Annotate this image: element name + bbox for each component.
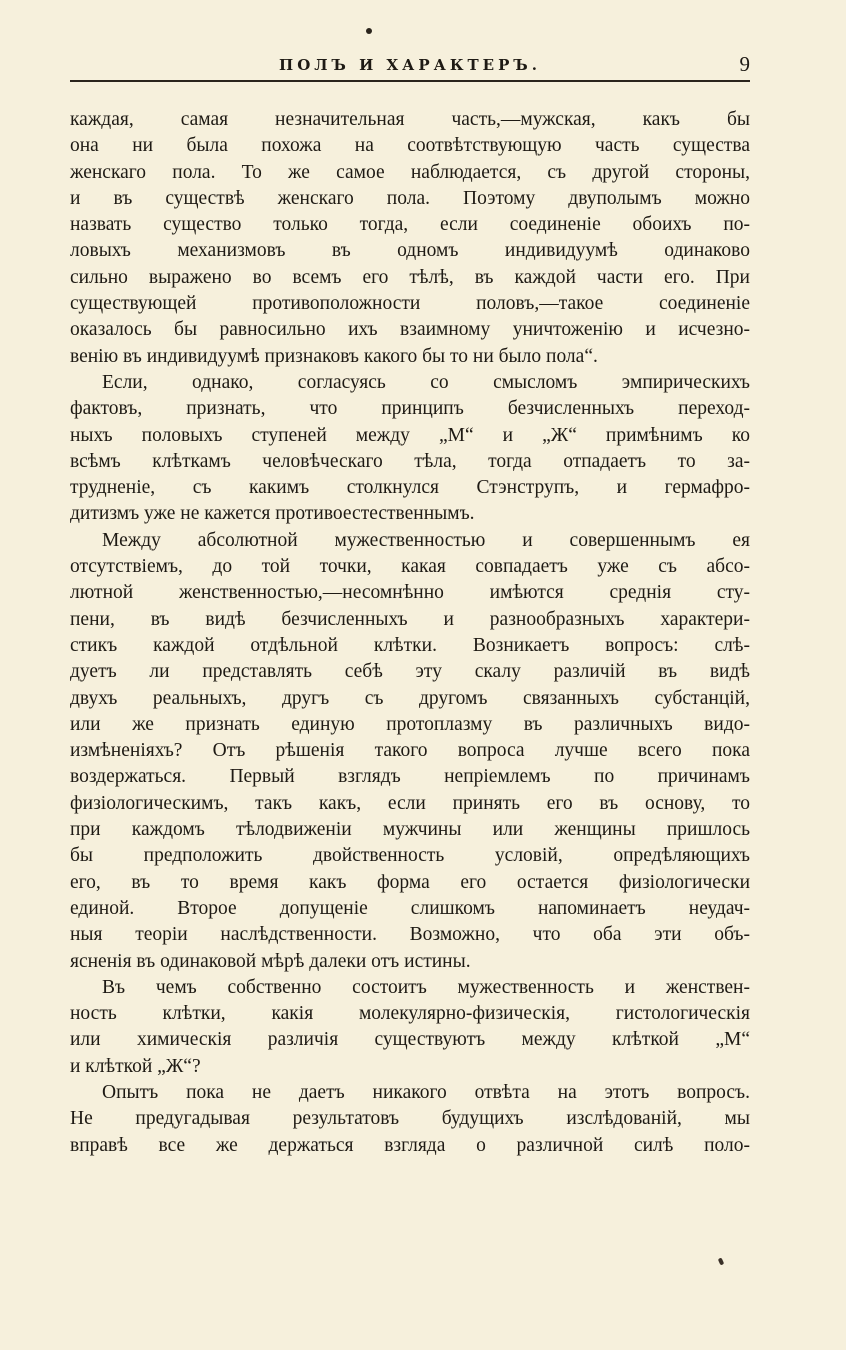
text-line: она ни была похожа на соотвѣтствующую часть существа bbox=[70, 135, 750, 157]
text-line: ность клѣтки, какiя молекулярно-физическiя, гистологическiя bbox=[70, 1003, 750, 1025]
text-line: лютной женственностью,—несомнѣнно имѣются среднiя сту- bbox=[70, 582, 750, 604]
text-line: всѣмъ клѣткамъ человѣческаго тѣла, тогда отпадаетъ то за- bbox=[70, 450, 750, 472]
text-line: стикъ каждой отдѣльной клѣтки. Возникаетъ вопросъ: слѣ- bbox=[70, 634, 750, 656]
text-line: пени, въ видѣ безчисленныхъ и разнообразныхъ характери- bbox=[70, 608, 750, 630]
text-line: отсутствiемъ, до той точки, какая совпадаетъ уже съ абсо- bbox=[70, 556, 750, 578]
text-line: измѣненiяхъ? Отъ рѣшенiя такого вопроса лучше всего пока bbox=[70, 740, 750, 762]
text-line: при каждомъ тѣлодвиженiи мужчины или женщины пришлось bbox=[70, 819, 750, 841]
text-line: физiологическимъ, такъ какъ, если принять его въ основу, то bbox=[70, 792, 750, 814]
text-line: ясненiя въ одинаковой мѣрѣ далеки отъ истины. bbox=[70, 950, 471, 972]
ink-speck bbox=[718, 1257, 725, 1265]
running-head bbox=[70, 52, 750, 82]
text-line: и въ существѣ женскаго пола. Поэтому двуполымъ можно bbox=[70, 187, 750, 209]
text-line: Между абсолютной мужественностью и совершеннымъ ея bbox=[102, 529, 750, 551]
ink-speck bbox=[366, 28, 372, 34]
text-line: оказалось бы равносильно ихъ взаимному уничтоженiю и исчезно- bbox=[70, 319, 750, 341]
text-line: Не предугадывая результатовъ будущихъ изслѣдованiй, мы bbox=[70, 1108, 750, 1130]
text-line: каждая, самая незначительная часть,—мужская, какъ бы bbox=[70, 109, 750, 130]
header-rule bbox=[70, 80, 750, 82]
text-line: и клѣткой „Ж“? bbox=[70, 1055, 201, 1077]
text-line: Если, однако, согласуясь со смысломъ эмпирическихъ bbox=[102, 371, 750, 393]
text-line: бы предположить двойственность условiй, опредѣляющихъ bbox=[70, 845, 750, 867]
page-number: 9 bbox=[739, 52, 750, 76]
text-line: вправѣ все же держаться взгляда о различной силѣ поло- bbox=[70, 1134, 750, 1156]
text-line: Въ чемъ собственно состоитъ мужественность и женствен- bbox=[102, 976, 750, 998]
text-line: воздержаться. Первый взглядъ непрiемлемъ по причинамъ bbox=[70, 766, 750, 788]
text-line: назвать существо только тогда, если соединенiе обоихъ по- bbox=[70, 214, 750, 236]
text-line: или химическiя различiя существуютъ между клѣткой „М“ bbox=[70, 1029, 750, 1051]
text-line: трудненiе, съ какимъ столкнулся Стэнструпъ, и гермафро- bbox=[70, 477, 750, 499]
text-line: ныхъ половыхъ ступеней между „М“ и „Ж“ примѣнимъ ко bbox=[70, 424, 750, 446]
text-line: или же признать единую протоплазму въ различныхъ видо- bbox=[70, 713, 750, 735]
text-line: двухъ реальныхъ, другъ съ другомъ связанныхъ субстанцiй, bbox=[70, 687, 750, 709]
text-line: венiю въ индивидуумѣ признаковъ какого бы то ни было пола“. bbox=[70, 345, 598, 367]
text-line: Опытъ пока не даетъ никакого отвѣта на этотъ вопросъ. bbox=[102, 1081, 750, 1103]
text-line: женскаго пола. То же самое наблюдается, съ другой стороны, bbox=[70, 161, 750, 183]
text-line: сильно выражено во всемъ его тѣлѣ, въ каждой части его. При bbox=[70, 266, 750, 288]
text-line: дитизмъ уже не кажется противоестественнымъ. bbox=[70, 503, 475, 525]
text-line: ныя теорiи наслѣдственности. Возможно, что оба эти объ- bbox=[70, 924, 750, 946]
text-line: дуетъ ли представлять себѣ эту скалу различiй въ видѣ bbox=[70, 661, 750, 683]
body-text bbox=[70, 107, 750, 1159]
running-title: ПОЛЪ И ХАРАКТЕРЪ. bbox=[279, 56, 541, 74]
text-line: единой. Второе допущенiе слишкомъ напоминаетъ неудач- bbox=[70, 897, 750, 919]
text-line: ловыхъ механизмовъ въ одномъ индивидуумѣ одинаково bbox=[70, 240, 750, 262]
text-line: его, въ то время какъ форма его остается физiологически bbox=[70, 871, 750, 893]
text-line: фактовъ, признать, что принципъ безчисленныхъ переход- bbox=[70, 398, 750, 420]
text-line: существующей противоположности половъ,—такое соединенiе bbox=[70, 293, 750, 315]
